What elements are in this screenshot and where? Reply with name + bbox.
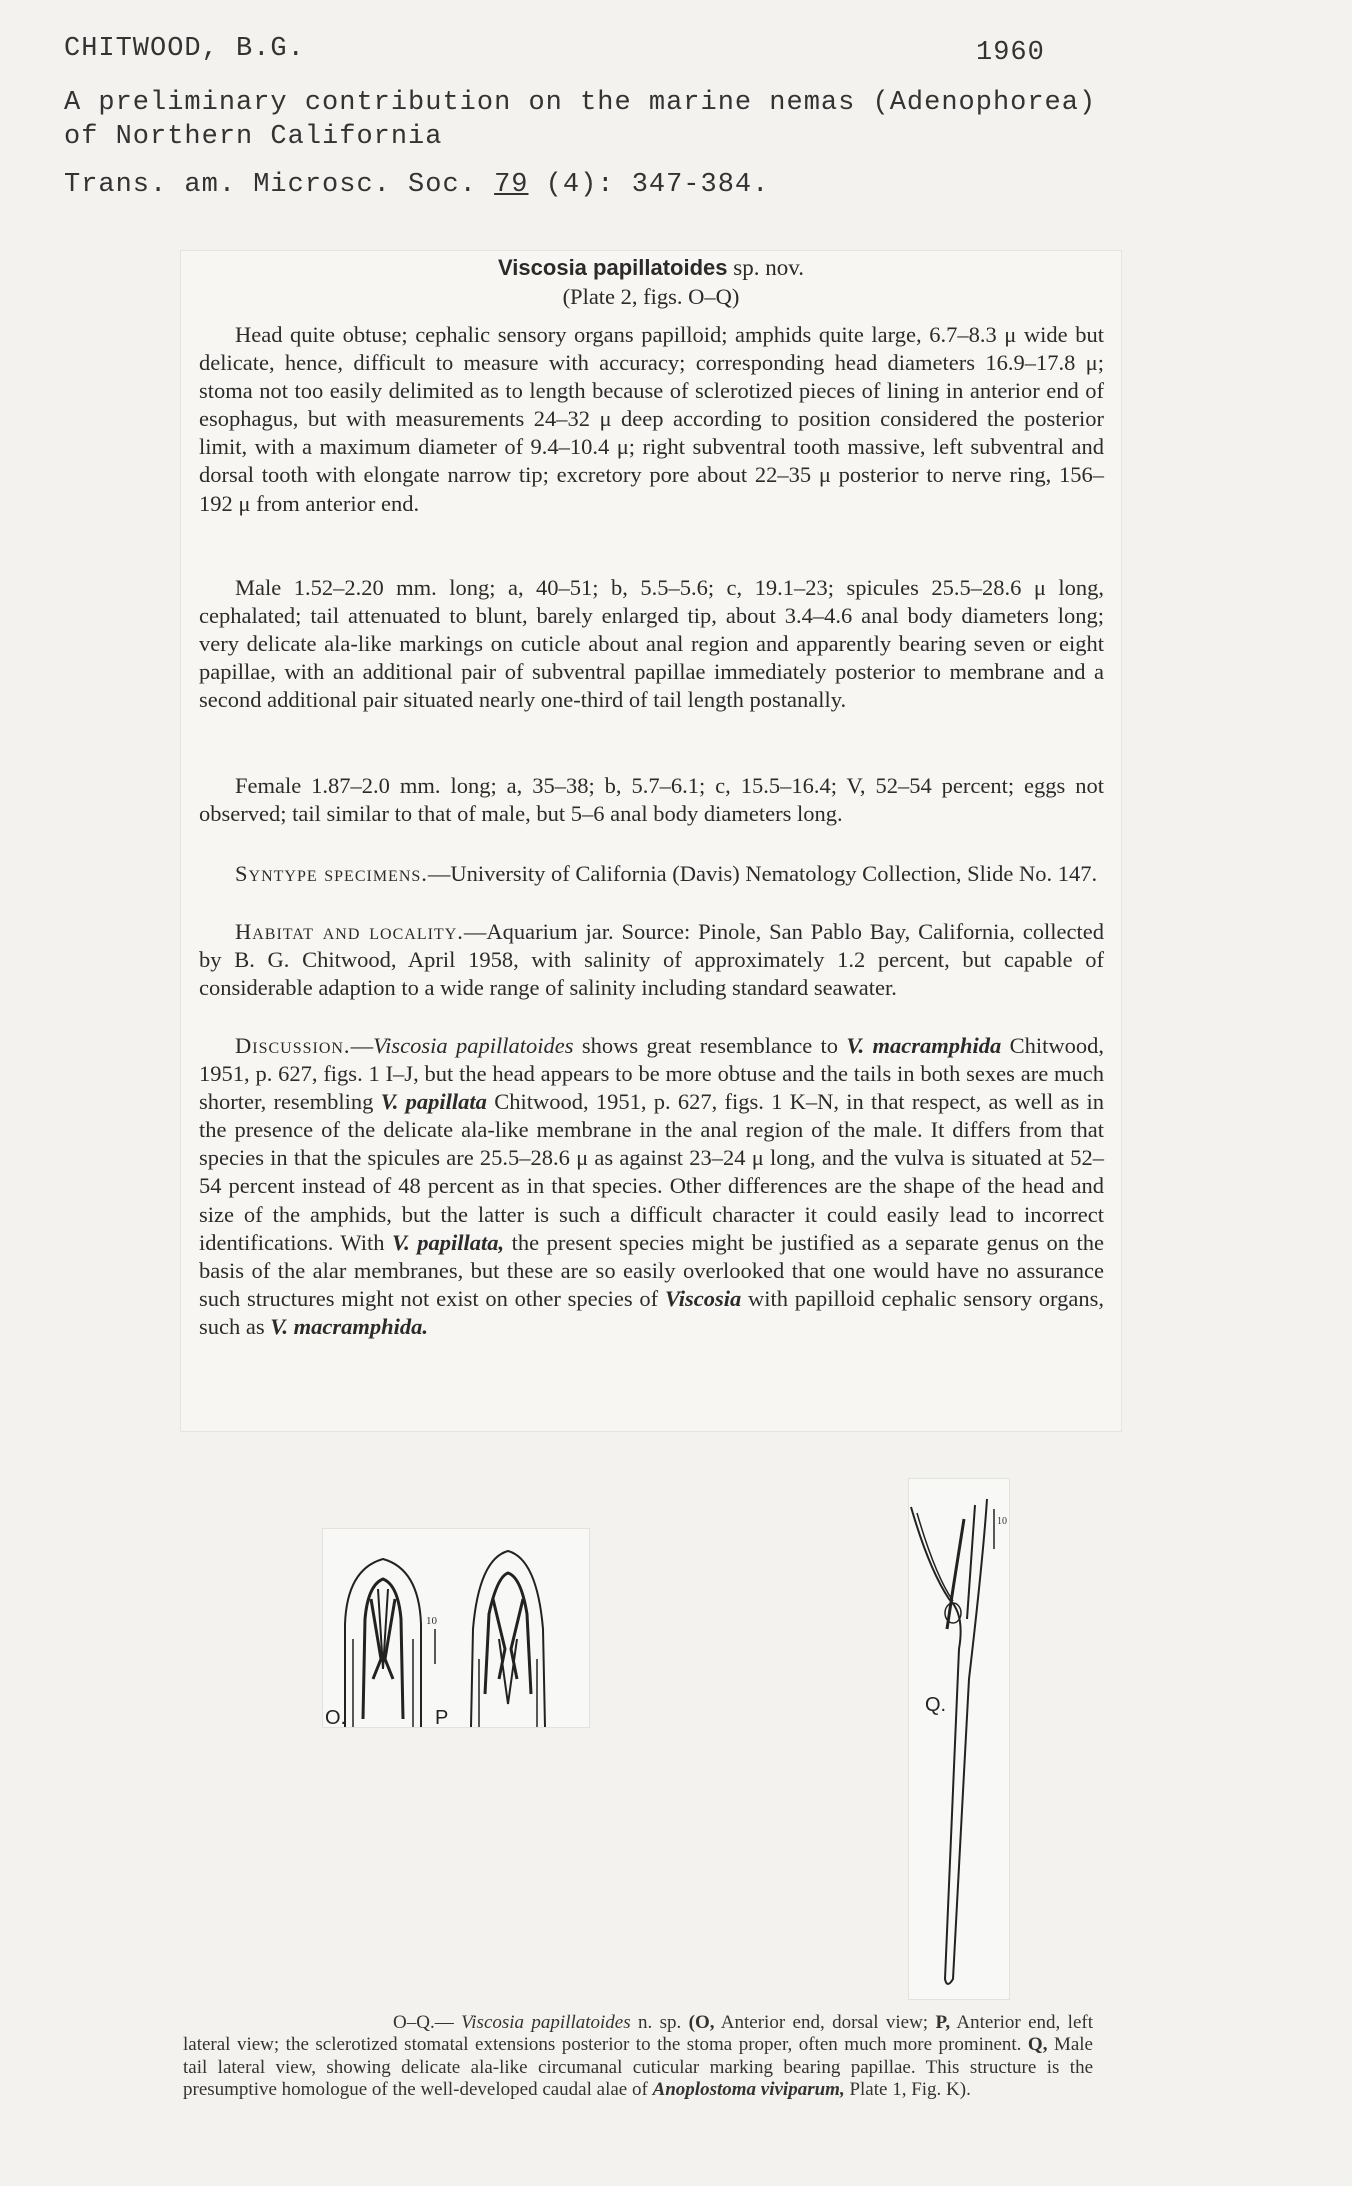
figure-q-drawing bbox=[909, 1479, 1009, 1999]
species-name: Viscosia papillatoides bbox=[498, 255, 728, 280]
discussion-text-2: shows great resemblance to bbox=[573, 1033, 847, 1058]
citation-pages: (4): 347-384. bbox=[528, 170, 770, 200]
article-clipping bbox=[180, 250, 1122, 1432]
scale-label-op: 10 bbox=[426, 1615, 437, 1627]
caption-text-3: Anterior end, left lateral view; the sclerotized stomatal extensions posterior to the stoma proper, often much more prominent. bbox=[183, 2012, 1093, 2056]
card-title-line-1: A preliminary contribution on the marine nemas (Adenophorea) bbox=[64, 88, 1097, 118]
habitat-label: Habitat and locality. bbox=[235, 919, 464, 944]
species-ref-papillata: V. papillata bbox=[380, 1089, 487, 1115]
caption-text-2: Anterior end, dorsal view; bbox=[714, 2012, 936, 2033]
card-citation bbox=[64, 170, 769, 200]
species-heading bbox=[181, 255, 1121, 281]
figure-label-q: Q. bbox=[925, 1694, 947, 1716]
paragraph-male: Male 1.52–2.20 mm. long; a, 40–51; b, 5.5–5.6; c, 19.1–23; spicules 25.5–28.6 μ long, cephalated; tail attenuated to blunt, barely enlarged tip, about 3.4–4.6 anal body diameters long; very delicate ala-like markings on cuticle about anal region and apparently bearing seven or eight papillae, with an additional pair of subventral papillae immediately posterior to membrane and a second additional pair situated nearly one-third of tail length postanally. bbox=[199, 575, 1104, 713]
species-ref-papillata-2: V. papillata, bbox=[392, 1229, 505, 1255]
genus-ref-viscosia: Viscosia bbox=[664, 1285, 742, 1311]
discussion-text-3: Chitwood, 1951, p. 627, figs. 1 I–J, but the head appears to be more obtuse and the tails in both sexes are much shorter, resembling bbox=[199, 1033, 1104, 1115]
caption-figure-range: O–Q. bbox=[393, 2012, 435, 2033]
discussion-text-6: with papilloid cephalic sensory organs, such as bbox=[199, 1285, 1105, 1339]
caption-label-p: P, bbox=[935, 2012, 951, 2033]
species-ref-papillatoides: Viscosia papillatoides bbox=[373, 1033, 574, 1058]
habitat-text: —Aquarium jar. Source: Pinole, San Pablo Bay, California, collected by B. G. Chitwood, April 1958, with salinity of approximately 1.2 percent, but capable of considerable adaption to a wide range of salinity including standard seawater. bbox=[199, 919, 1105, 1001]
caption-label-q: Q, bbox=[1027, 2034, 1048, 2056]
figure-label-p: P bbox=[435, 1707, 449, 1727]
syntype-label: Syntype specimens. bbox=[235, 861, 428, 886]
species-status: sp. nov. bbox=[733, 255, 804, 280]
caption-text-4: Male tail lateral view, showing delicate ala-like circumanal cuticular marking bearing papillae. This structure is the presumptive homologue of the well-developed caudal alae of bbox=[183, 2034, 1093, 2100]
paragraph-head-description: Head quite obtuse; cephalic sensory organs papilloid; amphids quite large, 6.7–8.3 μ wide but delicate, hence, difficult to measure with accuracy; corresponding head diameters 16.9–17.8 μ; stoma not too easily delimited as to length because of sclerotized pieces of lining in anterior end of esophagus, but with measurements 24–32 μ deep according to position considered the posterior limit, with a maximum diameter of 9.4–10.4 μ; right subventral tooth massive, left subventral and dorsal tooth with elongate narrow tip; excretory pore about 22–35 μ posterior to nerve ring, 156–192 μ from anterior end. bbox=[199, 322, 1104, 516]
figure-label-o: O. bbox=[325, 1707, 347, 1727]
figure-caption bbox=[183, 2012, 1093, 2101]
card-author: CHITWOOD, B.G. bbox=[64, 34, 305, 64]
caption-label-o: (O, bbox=[688, 2012, 715, 2033]
discussion-text-4: Chitwood, 1951, p. 627, figs. 1 K–N, in that respect, as well as in the presence of the delicate ala-like membrane in the anal region of the male. It differs from that species in that the spicules are 25.5–28.6 μ as against 23–24 μ long, and the vulva is situated at 52–54 percent instead of 48 percent as in that species. Other differences are the shape of the head and size of the amphids, but the latter is such a difficult character it could easily lead to incorrect identifications. With bbox=[199, 1089, 1104, 1255]
card-title-line-2: of Northern California bbox=[64, 122, 443, 152]
syntype-text: —University of California (Davis) Nematology Collection, Slide No. 147. bbox=[427, 861, 1098, 886]
paragraph-discussion bbox=[199, 1032, 1104, 1341]
citation-volume: 79 bbox=[494, 170, 529, 200]
caption-dash: — bbox=[434, 2012, 462, 2033]
citation-journal: Trans. am. Microsc. Soc. bbox=[64, 170, 495, 200]
species-ref-macramphida: V. macramphida bbox=[846, 1033, 1002, 1058]
discussion-label: Discussion. bbox=[235, 1033, 351, 1058]
discussion-text-5: the present species might be justified as a separate genus on the basis of the alar membranes, but these are so easily overlooked that one would have no assurance such structures might not exist on other species of bbox=[199, 1229, 1104, 1311]
discussion-text-1: — bbox=[350, 1033, 374, 1058]
plate-reference: (Plate 2, figs. O–Q) bbox=[562, 284, 740, 309]
paragraph-female: Female 1.87–2.0 mm. long; a, 35–38; b, 5.7–6.1; c, 15.5–16.4; V, 52–54 percent; eggs not observed; tail similar to that of male, but 5–6 anal body diameters long. bbox=[199, 773, 1104, 827]
caption-species-2: Anoplostoma viviparum, bbox=[652, 2078, 845, 2100]
card-year: 1960 bbox=[976, 38, 1045, 68]
caption-text-1: n. sp. bbox=[630, 2012, 689, 2033]
caption-species: Viscosia papillatoides bbox=[461, 2012, 631, 2033]
species-ref-macramphida-2: V. macramphida. bbox=[270, 1313, 428, 1339]
caption-text-5: Plate 1, Fig. K). bbox=[844, 2078, 971, 2100]
paragraph-habitat bbox=[199, 918, 1104, 1002]
figure-o-p-drawing bbox=[323, 1529, 589, 1727]
scale-label-q: 10 bbox=[997, 1516, 1007, 1527]
figure-q-clipping bbox=[908, 1478, 1010, 2000]
paragraph-syntype bbox=[199, 860, 1104, 888]
figure-o-p-clipping bbox=[322, 1528, 590, 1728]
